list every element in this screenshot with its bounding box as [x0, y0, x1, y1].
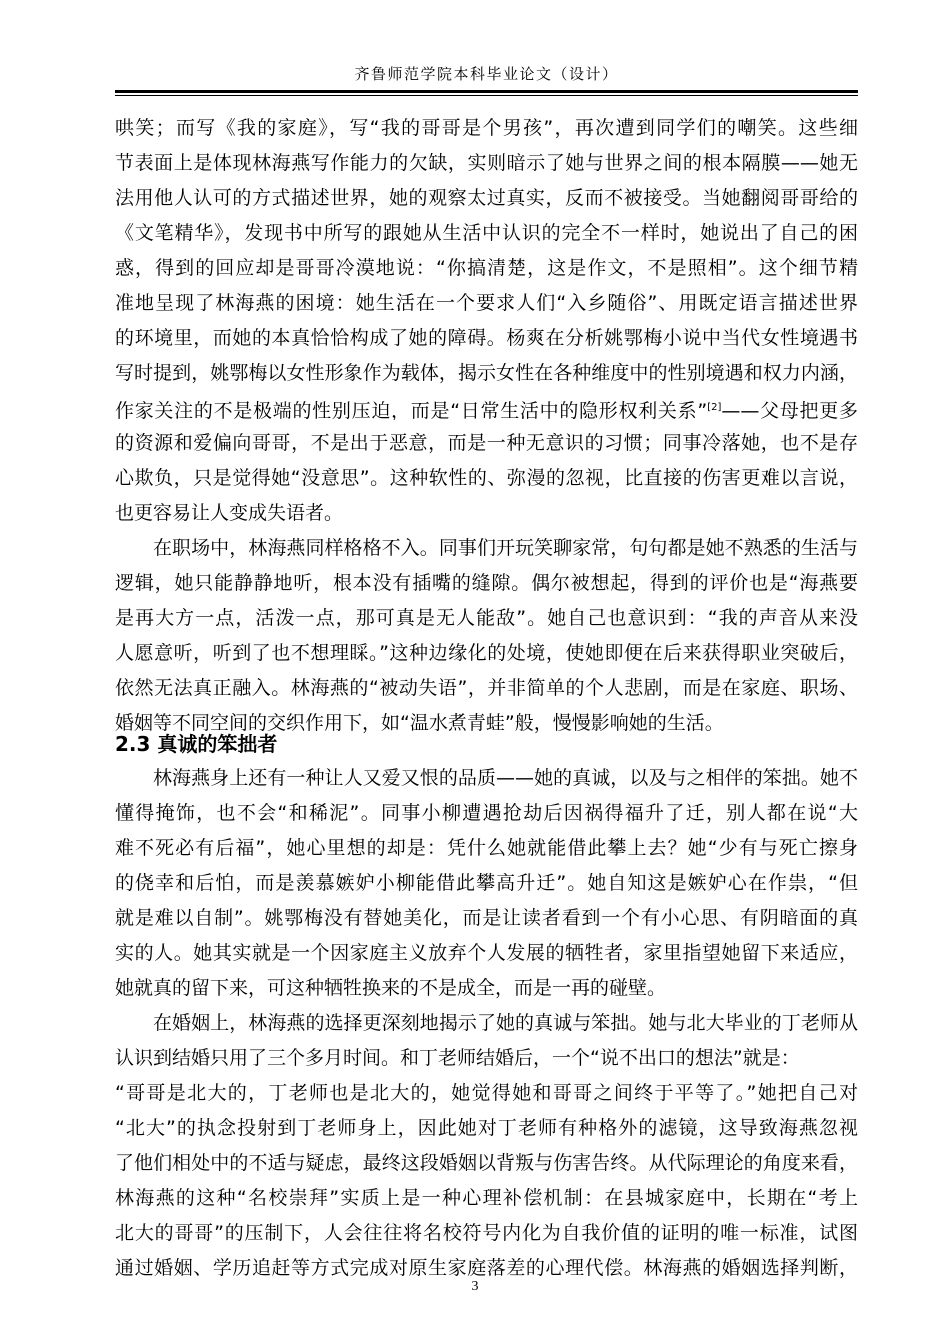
text-line: “哥哥是北大的，丁老师也是北大的，她觉得她和哥哥之间终于平等了。”她把自己对	[115, 1082, 858, 1104]
text-line: 是再大方一点，活泼一点，那可真是无人能敌”。她自己也意识到：“我的声音从来没	[115, 607, 858, 629]
text-line: 依然无法真正融入。林海燕的“被动失语”，并非简单的个人悲剧，而是在家庭、职场、	[115, 677, 858, 699]
text-line: 准地呈现了林海燕的困境：她生活在一个要求人们“入乡随俗”、用既定语言描述世界	[115, 292, 858, 314]
text-line: 通过婚姻、学历追赶等方式完成对原生家庭落差的心理代偿。林海燕的婚姻选择判断，	[115, 1257, 858, 1279]
section-heading: 2.3 真诚的笨拙者	[115, 732, 278, 756]
text-line: 实的人。她其实就是一个因家庭主义放弃个人发展的牺牲者，家里指望她留下来适应，	[115, 942, 858, 964]
text-line: 哄笑；而写《我的家庭》，写“我的哥哥是个男孩”，再次遭到同学们的嘲笑。这些细	[115, 117, 858, 139]
header-divider	[115, 90, 858, 96]
text-line: 法用他人认可的方式描述世界，她的观察太过真实，反而不被接受。当她翻阅哥哥给的	[115, 187, 858, 209]
text-line: 的资源和爱偏向哥哥，不是出于恶意，而是一种无意识的习惯；同事冷落她，也不是存	[115, 432, 858, 454]
text-line: 在婚姻上，林海燕的选择更深刻地揭示了她的真诚与笨拙。她与北大毕业的丁老师从	[153, 1012, 858, 1034]
text-line: 认识到结婚只用了三个多月时间。和丁老师结婚后，一个“说不出口的想法”就是：	[115, 1047, 800, 1069]
text-line: 在职场中，林海燕同样格格不入。同事们开玩笑聊家常，句句都是她不熟悉的生活与	[153, 537, 858, 559]
text-line: 的环境里，而她的本真恰恰构成了她的障碍。杨爽在分析姚鄂梅小说中当代女性境遇书	[115, 327, 858, 349]
text-line: 懂得掩饰，也不会“和稀泥”。同事小柳遭遇抢劫后因祸得福升了迁，别人都在说“大	[115, 802, 858, 824]
text-line: 林海燕身上还有一种让人又爱又恨的品质——她的真诚，以及与之相伴的笨拙。她不	[153, 767, 858, 789]
text-line: 婚姻等不同空间的交织作用下，如“温水煮青蛙”般，慢慢影响她的生活。	[115, 712, 724, 734]
text-line: 《文笔精华》，发现书中所写的跟她从生活中认识的完全不一样时，她说出了自己的困	[115, 222, 858, 244]
text-segment: 作家关注的不是极端的性别压迫，而是“日常生活中的隐形权利关系”	[115, 400, 708, 420]
text-line: 节表面上是体现林海燕写作能力的欠缺，实则暗示了她与世界之间的根本隔膜——她无	[115, 152, 858, 174]
text-line: 她就真的留下来，可这种牺牲换来的不是成全，而是一再的碰壁。	[115, 977, 667, 999]
page-number: 3	[471, 1279, 479, 1294]
text-line: 了他们相处中的不适与疑虑，最终这段婚姻以背叛与伤害告终。从代际理论的角度来看，	[115, 1152, 858, 1174]
citation-marker: [2]	[707, 402, 722, 413]
text-line: 写时提到，姚鄂梅以女性形象作为载体，揭示女性在各种维度中的性别境遇和权力内涵，	[115, 362, 858, 384]
text-line: 难不死必有后福”，她心里想的却是：凭什么她就能借此攀上去？她“少有与死亡擦身	[115, 837, 858, 859]
text-line: 林海燕的这种“名校崇拜”实质上是一种心理补偿机制：在县城家庭中，长期在“考上	[115, 1187, 858, 1209]
text-line: 也更容易让人变成失语者。	[115, 502, 344, 524]
text-line: 人愿意听，听到了也不想理睬。”这种边缘化的处境，使她即便在后来获得职业突破后，	[115, 642, 858, 664]
text-line-with-citation	[115, 396, 858, 420]
text-segment: ——父母把更多	[721, 400, 858, 420]
text-line: 惑，得到的回应却是哥哥冷漠地说：“你搞清楚，这是作文，不是照相”。这个细节精	[115, 257, 858, 279]
text-line: 的侥幸和后怕，而是羡慕嫉妒小柳能借此攀高升迁”。她自知这是嫉妒心在作祟，“但	[115, 872, 858, 894]
text-line: 逻辑，她只能静静地听，根本没有插嘴的缝隙。偶尔被想起，得到的评价也是“海燕要	[115, 572, 858, 594]
text-line: 北大的哥哥”的压制下，人会往往将名校符号内化为自我价值的证明的唯一标准，试图	[115, 1222, 858, 1244]
text-line: “北大”的执念投射到丁老师身上，因此她对丁老师有种格外的滤镜，这导致海燕忽视	[115, 1117, 858, 1139]
text-line: 就是难以自制”。姚鄂梅没有替她美化，而是让读者看到一个有小心思、有阴暗面的真	[115, 907, 858, 929]
text-line: 心欺负，只是觉得她“没意思”。这种软性的、弥漫的忽视，比直接的伤害更难以言说，	[115, 467, 858, 489]
running-header: 齐鲁师范学院本科毕业论文（设计）	[354, 65, 619, 83]
